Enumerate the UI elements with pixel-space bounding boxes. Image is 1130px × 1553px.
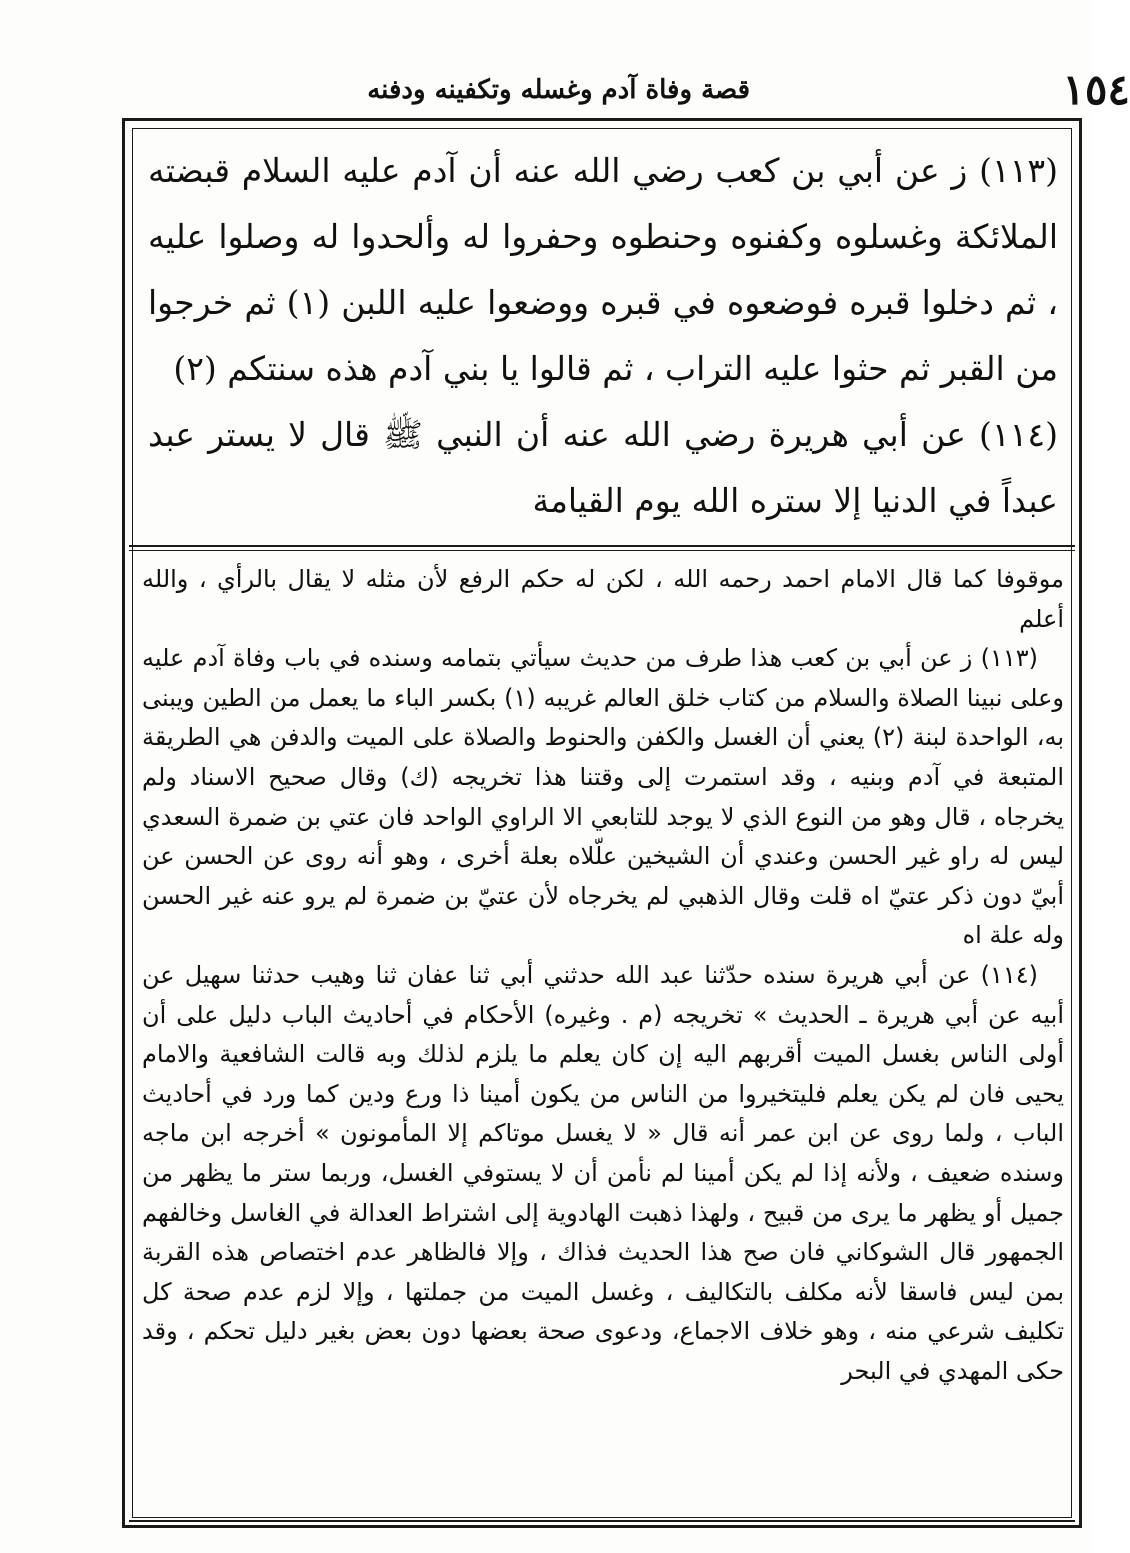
commentary xyxy=(142,560,1064,1520)
running-title: قصة وفاة آدم وغسله وتكفينه ودفنه xyxy=(367,75,750,105)
commentary-114: (١١٤) عن أبي هريرة سنده حدّثنا عبد الله حدثني أبي ثنا عفان ثنا وهيب حدثنا سهيل عن أبيه عن أبي هريرة ـ الحديث » تخريجه (م . وغيره) الأحكام في أحاديث الباب دليل على أن أولى الناس بغسل الميت أقربهم اليه إن كان يعلم ما يلزم لذلك وبه قالت الشافعية والامام يحيى فان لم يكن يعلم فليتخيروا من الناس من يكون أمينا ذا ورع ودين كما ورد في أحاديث الباب ، ولما روى عن ابن عمر أنه قال « لا يغسل موتاكم إلا المأمونون » أخرجه ابن ماجه وسنده ضعيف ، ولأنه إذا لم يكن أمينا لم نأمن أن لا يستوفي الغسل، وربما ستر ما يظهر من جميل أو يظهر ما يرى من قبيح ، ولهذا ذهبت الهادوية إلى اشتراط العدالة في الغاسل وخالفهم الجمهور قال الشوكاني فان صح هذا الحديث فذاك ، وإلا فالظاهر عدم اختصاص هذه القربة بمن ليس فاسقا لأنه مكلف بالتكاليف ، وغسل الميت من جملتها ، وإلا لزم عدم صحة كل تكليف شرعي منه ، وهو خلاف الاجماع، ودعوى صحة بعضها دون بعض بغير دليل تحكم ، وقد حكى المهدي في البحر xyxy=(142,960,1064,1385)
hadith-113: (١١٣) ز عن أبي بن كعب رضي الله عنه أن آدم عليه السلام قبضته الملائكة وغسلوه وكفنوه وحنطوه وحفروا له وألحدوا له وصلوا عليه ، ثم دخلوا قبره فوضعوه في قبره ووضعوا عليه اللبن (١) ثم خرجوا من القبر ثم حثوا عليه التراب ، ثم قالوا يا بني آدم هذه سنتكم (٢) xyxy=(148,151,1059,388)
bottom-rule xyxy=(129,1520,1075,1522)
commentary-continuation: موقوفا كما قال الامام احمد رحمه الله ، لكن له حكم الرفع لأن مثله لا يقال بالرأي ، والله أعلم xyxy=(142,565,1064,633)
separator-rule xyxy=(129,545,1075,547)
running-header xyxy=(120,62,1130,118)
commentary-113: (١١٣) ز عن أبي بن كعب هذا طرف من حديث سيأتي بتمامه وسنده في باب وفاة آدم عليه وعلى نبينا الصلاة والسلام من كتاب خلق العالم غريبه (١) بكسر الباء ما يعمل من الطين ويبنى به، الواحدة لبنة (٢) يعني أن الغسل والكفن والحنوط والصلاة على الميت والدفن هي الطريقة المتبعة في آدم وبنيه ، وقد استمرت إلى وقتنا هذا تخريجه (ك) وقال صحيح الاسناد ولم يخرجاه ، قال وهو من النوع الذي لا يوجد للتابعي الا الراوي الواحد فان عتي بن ضمرة السعدي ليس له راو غير الحسن وعندي أن الشيخين علّلاه بعلة أخرى ، وهو أنه روى عن الحسن عن أبيّ دون ذكر عتيّ اه قلت وقال الذهبي لم يخرجاه لأن عتيّ بن ضمرة لم يرو عنه غير الحسن وله علة اه xyxy=(142,644,1065,950)
separator-rule-thin xyxy=(129,550,1075,551)
hadith-text xyxy=(148,138,1058,542)
hadith-114: (١١٤) عن أبي هريرة رضي الله عنه أن النبي ﷺ قال لا يستر عبد عبداً في الدنيا إلا ستره الله يوم القيامة xyxy=(148,415,1058,520)
page-number: ١٥٤ xyxy=(1062,65,1130,114)
